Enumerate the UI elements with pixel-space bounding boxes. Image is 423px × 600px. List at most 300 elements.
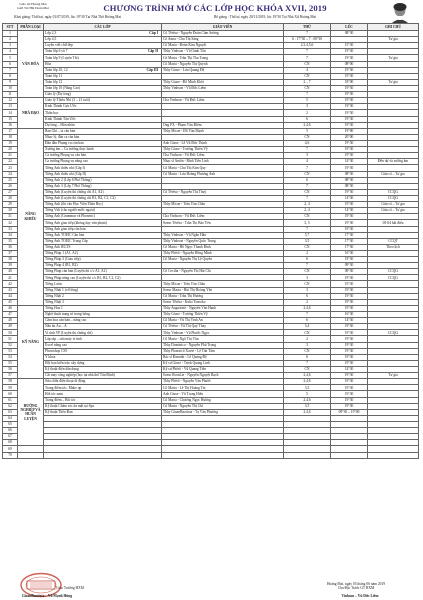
row-note: Tư gia [368,55,419,61]
row-class: Tiếng Nhật 2 [44,293,162,299]
row-time: 19°30 [331,49,368,55]
row-stt: 17 [3,128,18,134]
row-teacher: Cô Maria - Lưu Hoàng Phương Anh [162,171,284,177]
row-class: Tiếng Anh (Grammar và Phonetic) [44,214,162,220]
row-class: Đàn đàn Phụng vụ căn bản [44,140,162,146]
row-stt: 36 [3,244,18,250]
row-note: CCQG [368,275,419,281]
row-class: Nấu ăn Âu – Á [44,324,162,330]
row-note: Tư gia [368,373,419,379]
row-time: 14°30 [331,318,368,324]
row-day: 7 [284,165,331,171]
row-stt: 8 [3,73,18,79]
signature-left: GioanBaotixta – Vũ Mạnh Hùng [22,594,73,598]
row-teacher: Cô Maria - Nguyễn Thị Lệ Quyên [162,257,284,263]
row-class: Ca trưởng Phụng vụ căn bản [44,153,162,159]
row-time: 19°30 [331,336,368,342]
row-class: Toán lớp 10 (Nâng Cao) [44,85,162,91]
row-teacher: Kỹ sư Phêrô - Vũ Quang Tiến [162,367,284,373]
row-class: Kinh Thánh Tân Ước [44,116,162,122]
row-time: 19°30 [331,257,368,263]
row-stt: 34 [3,232,18,238]
row-stt: 68 [3,440,18,446]
row-time: 19°30 [331,73,368,79]
row-day: 6 : 17°30 – 7 : 08°30 [284,37,331,43]
row-stt: 46 [3,305,18,311]
row-class: Tiếng Anh (Luyện thi chứng chỉ B1, B2, C1, C2) [44,195,162,201]
row-stt: 61 [3,397,18,403]
row-teacher: Thầy Dominico - Nguyễn Phú Trọng [162,342,284,348]
row-day: 7 [284,92,331,98]
row-time: 17°30 [331,244,368,250]
subgroup-label: Cấp I [149,31,158,36]
row-class: Kỹ thuật Thêu Đan [44,409,162,415]
row-day: CN [284,269,331,275]
header-left [3,2,63,10]
row-teacher: Thầy Giuse - Đỗ Minh Khôi [162,79,284,85]
row-time: 19°30 [331,153,368,159]
row-day: 4 [284,67,331,73]
row-day: 4 [284,159,331,165]
row-time: 19°30 [331,104,368,110]
row-class: Dự tòng – Hôn nhân [44,122,162,128]
row-time: 19°30 [331,226,368,232]
row-time: 19°30 [331,122,368,128]
row-day: CN [284,281,331,287]
row-day: 3,4 [284,324,331,330]
row-day: 7 [284,183,331,189]
subtitle-left: Khai giảng: Thứ hai, ngày 01/07/2019, lúc 19°30 Tại Nhà Thờ Hoàng Mai [14,15,122,19]
row-time: 08°30 [331,183,368,189]
row-stt: 54 [3,354,18,360]
row-class: Tiếng Anh TOEIC Căn bản [44,232,162,238]
row-stt: 49 [3,324,18,330]
row-stt: 26 [3,183,18,189]
row-class: Tiếng Pháp nâng cao (Luyện thi c/c B1, B2, C1, C2) [44,275,162,281]
row-stt: 23 [3,165,18,171]
row-time: 09°30 – 19°00 [331,409,368,415]
row-day: CN [284,189,331,195]
row-class: Kinh Thánh Cựu Ước [44,104,162,110]
row-stt: 20 [3,147,18,153]
row-stt: 63 [3,409,18,415]
row-stt: 65 [3,422,18,428]
row-time: 16°30 [331,250,368,256]
row-teacher: Thầy Vinhson - Vũ Đức Liêm [162,85,284,91]
row-class: Tiếng Pháp 1 (A1, A2) [44,250,162,256]
row-time: 08°00 [331,61,368,67]
row-day: 7 [284,360,331,366]
row-teacher: Kỹ sư Giuse - Trịnh Quang Linh [162,360,284,366]
row-time: 19°30 [331,379,368,385]
row-stt: 43 [3,287,18,293]
row-class: Nghệ thuật trang trí trong bông [44,312,162,318]
table-row [3,409,419,415]
row-teacher: Cô Cecilia - Nguyễn Thị Hải Chi [162,269,284,275]
subtitle-right: Bế giảng : Thứ tư, ngày 20/11/2019, lúc 19°30 Tại Nhà Xứ Hoàng Mai [214,15,317,19]
row-day: CN [284,73,331,79]
row-teacher [162,452,284,458]
row-time: 19°30 [331,140,368,146]
row-time: 19°30 [331,202,368,208]
row-stt: 13 [3,104,18,110]
row-class: Tiếng Pháp 4 (B1, B2) [44,263,162,269]
row-teacher: Soeur RosaLie - Nguyễn Nguyệt Bạch [162,373,284,379]
row-teacher: Soeur Têrêsa - Kubo Tomoko [162,299,284,305]
row-day: 6 [284,293,331,299]
row-note [368,452,419,458]
row-class: Kỹ thuật Chăm sóc da mặt tại Spa [44,403,162,409]
row-class: Kỹ thuật điện dân dụng [44,367,162,373]
row-day: 6 [284,318,331,324]
row-stt: 32 [3,220,18,226]
row-day: 7 [284,263,331,269]
row-stt: 67 [3,434,18,440]
row-day: 2 [284,110,331,116]
row-stt: 45 [3,299,18,305]
row-teacher: Thầy Phêrô - Nguyễn Hồng Minh [162,250,284,256]
row-teacher: Soeur Têrêsa - Trần Thị Bảo Yến [162,220,284,226]
row-time: 19°30 [331,403,368,409]
subgroup-label: Cấp III [146,67,158,72]
row-stt: 18 [3,134,18,140]
row-teacher: Anh Giuse - Vũ Trọng Hiếu [162,391,284,397]
row-note: 05-04 bất điểu [368,220,419,226]
row-class: Tiếng Anh giao tiếp (không dạy văn phạm) [44,220,162,226]
row-stt: 59 [3,385,18,391]
row-class: Toán lớp 12 [44,79,162,85]
row-stt: 37 [3,250,18,256]
row-class: Xướng âm – Ca trưởng thực hành [44,147,162,153]
row-time: 19°30 [331,293,368,299]
row-teacher: Thầy Vinhson - Vũ Phước Ngọc [162,330,284,336]
row-time: 19°30 [331,348,368,354]
row-time [331,452,368,458]
row-class: Tiếng Anh thiếu nhi (Cấp II) [44,171,162,177]
row-time: 19°30 [331,85,368,91]
row-day: 3,5 [284,385,331,391]
row-teacher: Cô Maria - Trần Thị Hương [162,293,284,299]
row-stt: 47 [3,312,18,318]
row-teacher: Thầy Micae - Trần Văn Châu [162,281,284,287]
row-stt: 30 [3,208,18,214]
row-day: 2,4,6 [284,373,331,379]
row-time: 19°30 [331,391,368,397]
row-day: CN [284,85,331,91]
row-day: 7 [284,49,331,55]
row-class: Thần học [44,110,162,116]
row-day: 2,3,4,5,6 [284,43,331,49]
row-day: 2,4,6 [284,305,331,311]
row-stt: 39 [3,263,18,269]
row-time: 19°30 [331,330,368,336]
schedule-table [2,23,419,459]
row-teacher: Thầy Giuse - Trương Thiên Vỹ [162,312,284,318]
row-note: Giáo sĩ – Tư gia [368,171,419,177]
row-day: 2 [284,299,331,305]
row-teacher: Anh Giuse - Lê Vũ Đức Thịnh [162,140,284,146]
row-time: 19°30 [331,214,368,220]
row-class: Toán lớp 9 (Luyện Thi) [44,55,162,61]
row-stt: 2 [3,37,18,43]
row-stt: 33 [3,226,18,232]
category-cell: KỸ NĂNG [18,305,44,378]
row-class: Photoshop CS5 [44,348,162,354]
row-stt: 14 [3,110,18,116]
row-teacher: Cô Têrêsa - Nguyễn Đoàn Cẩm Sương [162,31,284,37]
row-time: 19°30 [331,98,368,104]
row-class: Hớt tóc nam [44,391,162,397]
row-stt: 62 [3,403,18,409]
row-class: Tiếng Nhật 3 [44,299,162,305]
row-class: Tiếng Anh 3 (Lớp 7 Phổ Thông) [44,183,162,189]
row-time: 18°00 [331,79,368,85]
row-time: 17°30 [331,232,368,238]
row-class: Tiếng Nhật 1 (vỡ lòng) [44,287,162,293]
row-class: Tiếng Anh 2 (Lớp 6 Phổ Thông) [44,177,162,183]
page-title: CHƯƠNG TRÌNH MỞ CÁC LỚP HỌC KHÓA XVII, 2019 [103,3,327,13]
row-note: Tư gia [368,79,419,85]
row-teacher: Thầy Giuse - Lưu Quang Đệ [162,67,284,73]
row-time: 20°00 [331,134,368,140]
row-day: CN [284,367,331,373]
row-stt: 7 [3,67,18,73]
row-time: 19°30 [331,354,368,360]
row-teacher: Cô Maria - Chu Thị Kim Quy [162,165,284,171]
row-class: Tiếng Anh giao tiếp căn bản [44,226,162,232]
row-teacher: Thầy Vinhson - Vũ Ngân Hân [162,232,284,238]
row-teacher: Cô Maria - Nguyễn Thị Quỳnh [162,61,284,67]
row-day: 3 [284,104,331,110]
row-teacher: Cha Vinhson - Vũ Đức Liêm [162,214,284,220]
row-class: Tiếng Anh thiếu nhi (Cấp I) [44,165,162,171]
row-teacher: Cô Maria - Nguyễn Thị Chí [162,403,284,409]
row-time: 19°30 [331,324,368,330]
row-day: 3,5 [284,403,331,409]
row-time: 19°30 [331,275,368,281]
row-teacher: Nhạc sĩ Antôn - Bình Tiến Linh [162,159,284,165]
col-header-time: LÚC [331,24,368,31]
row-class: Tiếng Latin [44,281,162,287]
row-teacher: Soeur Maria - Bùi Thị Hoàng Yến [162,287,284,293]
row-day: CN [284,244,331,250]
row-day: 6 [284,177,331,183]
row-stt: 11 [3,92,18,98]
row-stt: 4 [3,49,18,55]
row-teacher: Cô Maria - Chương Ngọc Hương [162,397,284,403]
category-cell: NĂNG KHIẾU [18,128,44,305]
row-time: 19°30 [331,189,368,195]
row-day: 5 [284,98,331,104]
row-stt: 29 [3,202,18,208]
row-note: Tư gia [368,37,419,43]
row-teacher: Bác sĩ Đaminh - Lê Quang Đệ [162,354,284,360]
row-stt: 35 [3,238,18,244]
row-note: CCQG [368,195,419,201]
row-day: 3 [284,153,331,159]
row-day: 3, 5 [284,220,331,226]
row-teacher: Cha Vinhson - Vũ Đức Liêm [162,153,284,159]
row-teacher: Thầy Phêrô - Nguyễn Văn Phước [162,379,284,385]
row-stt: 48 [3,318,18,324]
row-stt: 9 [3,79,18,85]
row-time: 14°30 [331,367,368,373]
row-time: 14°30 [331,159,368,165]
row-class: Toán lớp 10, 12 Cấp III [44,67,162,73]
row-class: Cắm hoa căn bản – nâng cao [44,318,162,324]
row-note: Giáo sĩ – Tư gia [368,202,419,208]
row-time: 19°00 [331,128,368,134]
row-class: Lớp 2,3 Cấp I [44,31,162,37]
row-stt: 3 [3,43,18,49]
row-day: 2,4,6 [284,397,331,403]
row-class: Nhạc lý, đàn ca căn bản [44,134,162,140]
row-class: Giáo lý (Dự tòng) [44,92,162,98]
row-note: CCQG [368,330,419,336]
row-stt: 10 [3,85,18,91]
row-stt: 19 [3,140,18,146]
row-class: Tiếng Anh IELTS [44,244,162,250]
row-time: 19°30 [331,67,368,73]
row-day: 5,7 [284,232,331,238]
row-note: Theo lịch [368,244,419,250]
row-stt: 5 [3,55,18,61]
row-class: Tiếng Việt (cho người nước ngoài) [44,208,162,214]
row-stt: 55 [3,360,18,366]
row-teacher: Thầy Augustinô - Nguyễn Văn Hạnh [162,305,284,311]
row-day: CN [284,61,331,67]
col-header-stt: STT [3,24,18,31]
row-teacher: Cô Maria - Vũ Thị Vinh An [162,318,284,324]
signature-right: Vinhson – Vũ Đức Liêm [341,594,379,598]
row-class: Ban Ghi – ta căn bản [44,128,162,134]
row-stt: 56 [3,367,18,373]
category-cell: VĂN HÓA [18,31,44,98]
row-stt: 66 [3,428,18,434]
row-day: 6 [284,116,331,122]
row-class: Trang điểm tóc, Make up [44,385,162,391]
row-day: 2,4,6 [284,379,331,385]
row-class [44,452,162,458]
row-time: 14°30 [331,208,368,214]
row-time: 08°30 [331,31,368,37]
portrait-image [388,1,412,25]
row-time: 19°30 [331,92,368,98]
row-teacher: Cô Maria - Ngô Thị Vân [162,336,284,342]
row-day: 7 [284,195,331,201]
row-stt: 50 [3,330,18,336]
row-day: 7 [284,31,331,37]
row-teacher: Cô Anna - Chu Thị Sáng [162,37,284,43]
subgroup-label: Cấp II [147,49,158,54]
row-class: Tiếng Pháp căn bản (Luyện thi c/c A1, A2) [44,269,162,275]
row-note: CCQG [368,189,419,195]
row-day: 4,6 [284,140,331,146]
row-time: 19°30 [331,287,368,293]
row-stt: 38 [3,257,18,263]
row-stt: 44 [3,293,18,299]
row-stt: 64 [3,415,18,421]
row-time: 19°30 [331,147,368,153]
row-stt: 25 [3,177,18,183]
row-time: 19°30 [331,220,368,226]
row-day: 3 [284,342,331,348]
header-left-line2: Giới Trẻ Hải Đoàn Mai [17,6,49,11]
category-cell [18,452,44,458]
row-stt: 41 [3,275,18,281]
row-time: 09°30 [331,263,368,269]
row-note: Đến dự và xướng âm [368,159,419,165]
row-class: Giáo lý Thiếu Nhi (3 – 21 tuổi) [44,98,162,104]
row-teacher: Ông FX - Phạm Văn Điểm [162,122,284,128]
header-left-line1: Giáo xứ Hoàng Mai [19,2,47,6]
row-class: Toán lớp 6 và 7 Cấp II [44,49,162,55]
row-time: 15°30 [331,43,368,49]
row-stt: 60 [3,391,18,397]
row-class: Trang điểm – Bói tóc [44,397,162,403]
row-day: 2 [284,336,331,342]
row-class: Tiếng Anh (Luyện thi chứng chỉ A1, A2) [44,189,162,195]
footer-role-left: Giáo Trưởng HXM [56,586,84,590]
row-teacher: Cô Têrêsa - Nguyễn Thị Thuý [162,189,284,195]
category-cell: NHÀ ĐẠO [18,98,44,129]
row-day: CN [284,134,331,140]
row-class: Luyện viết chữ đẹp [44,43,162,49]
row-day: 7 [284,55,331,61]
row-class: Hóa [44,61,162,67]
row-day: CN [284,171,331,177]
footer-role-right: Cha Đặc Trách GT HXM [337,586,375,591]
row-class: Excel nâng cao [44,342,162,348]
row-note: CCQT [368,238,419,244]
row-time: 19°30 [331,373,368,379]
col-header-class: CÁC LỚP [44,24,162,31]
row-day: 6 [284,257,331,263]
row-day: 3,5 [284,238,331,244]
row-day: 2,4,6 [284,122,331,128]
row-day [284,452,331,458]
row-class: Tiếng Pháp 3 (Giao tiếp) [44,257,162,263]
row-class: Lớp 4,5 [44,37,162,43]
row-note: Giáo sĩ – Tư gia [368,208,419,214]
table-header-row [3,24,419,31]
row-stt: 24 [3,171,18,177]
row-day: 3 [284,275,331,281]
row-stt: 12 [3,98,18,104]
table-row [3,452,419,458]
footer-date: Hoàng Mai, ngày 05 tháng 06 năm 2019 [326,582,386,586]
row-time: 16°30 [331,312,368,318]
row-stt: 69 [3,446,18,452]
row-day: 6 [284,354,331,360]
row-time: 19°30 [331,397,368,403]
row-stt: 1 [3,31,18,37]
row-time: 17°30 [331,238,368,244]
row-day: 2 [284,250,331,256]
col-header-teacher: GIÁO VIÊN [162,24,284,31]
row-stt: 57 [3,373,18,379]
row-day: 2, 4 [284,202,331,208]
row-teacher: Cô Maria - Đoàn Kim Nguyệt [162,43,284,49]
col-header-category: PHÂN LOẠI [18,24,44,31]
row-time: 08°30 [331,171,368,177]
row-time: 19°30 [331,110,368,116]
row-class: Sửa chữa điện thoại di động [44,379,162,385]
row-class: Ca trưởng Phụng vụ nâng cao [44,159,162,165]
row-time: 19°30 [331,360,368,366]
row-class: Toán lớp 11 [44,73,162,79]
row-time: 19°30 [331,116,368,122]
